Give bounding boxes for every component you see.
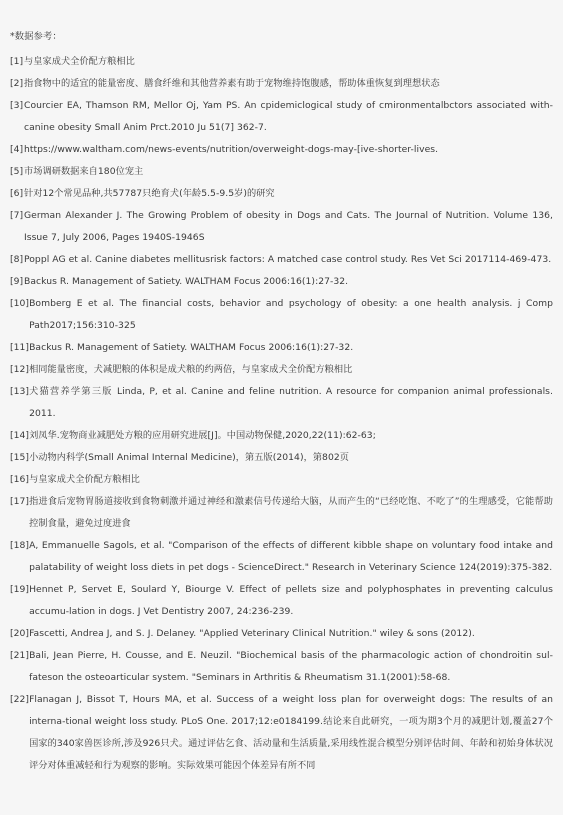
reference-item <box>10 161 553 183</box>
reference-number: [4] <box>10 144 24 155</box>
reference-number: [13] <box>10 386 30 397</box>
reference-text: Hennet P, Servet E, Soulard Y, Biourge V. Effect of pellets size and polyphosphates in preventing calculus accumu-lation in dogs. J Vet Dentistry 2007, 24:236-239. <box>29 584 553 617</box>
reference-item <box>10 51 553 73</box>
reference-text: 犬猫营养学第三版 Linda, P, et al. Canine and feline nutrition. A resource for companion animal professionals. 2011. <box>29 386 553 419</box>
reference-number: [18] <box>10 540 30 551</box>
reference-text: 相同能量密度，犬减肥粮的体积是成犬粮的约两倍，与皇家成犬全价配方粮相比 <box>29 364 353 375</box>
reference-number: [14] <box>10 430 30 441</box>
references-heading: *数据参考： <box>10 31 62 42</box>
reference-text: 与皇家成犬全价配方粮相比 <box>24 56 135 67</box>
reference-item <box>10 183 553 205</box>
reference-text: German Alexander J. The Growing Problem of obesity in Dogs and Cats. The Journal of Nutrition. Volume 136, Issue 7, July 2006, Pages 1940S-1946S <box>24 210 553 243</box>
reference-item <box>10 689 553 777</box>
reference-item <box>10 73 553 95</box>
reference-text: Backus R. Management of Satiety. WALTHAM Focus 2006:16(1):27-32. <box>29 342 354 353</box>
reference-number: [2] <box>10 78 24 89</box>
reference-number: [5] <box>10 166 24 177</box>
reference-item <box>10 381 553 425</box>
reference-text: Fascetti, Andrea J, and S. J. Delaney. "Applied Veterinary Clinical Nutrition." wiley & sons (2012). <box>29 628 475 639</box>
reference-item <box>10 337 553 359</box>
reference-item <box>10 271 553 293</box>
reference-number: [21] <box>10 650 30 661</box>
reference-number: [15] <box>10 452 30 463</box>
reference-link[interactable]: https://www.waltham.com/news-events/nutrition/overweight-dogs-may-[ive-shorter-lives. <box>24 144 439 155</box>
reference-item <box>10 491 553 535</box>
reference-text: 与皇家成犬全价配方粮相比 <box>29 474 140 485</box>
reference-item <box>10 95 553 139</box>
reference-number: [7] <box>10 210 24 221</box>
reference-text: A, Emmanuelle Sagols, et al. "Comparison of the effects of different kibble shape on voluntary food intake and palatability of weight loss diets in pet dogs - ScienceDirect." Research in Veterinary Science 124(2019):375-382. <box>29 540 553 573</box>
reference-number: [9] <box>10 276 24 287</box>
reference-number: [6] <box>10 188 24 199</box>
reference-item <box>10 249 553 271</box>
reference-text: Poppl AG et al. Canine diabetes mellitusrisk factors: A matched case control study. Res Vet Sci 2017114-469-473. <box>24 254 552 265</box>
reference-text: 小动物内科学(Small Animal Internal Medicine)，第五版(2014)，第802页 <box>29 452 349 463</box>
reference-text: Flanagan J, Bissot T, Hours MA, et al. Success of a weight loss plan for overweight dogs: The results of an interna-tional weight loss study. PLoS One. 2017;12:e0184199.结论来自此研究，一项为期3个月的减肥计划,覆盖27个国家的340家兽医诊所,涉及926只犬。通过评估乞食、活动量和生活质量,采用线性混合模型分别评估时间、年龄和初始身体状况评分对体重减轻和行为观察的影响。实际效果可能因个体差异有所不同 <box>29 694 553 771</box>
reference-item <box>10 139 553 161</box>
reference-item <box>10 447 553 469</box>
reference-item <box>10 469 553 491</box>
reference-text: 刘凤华.宠物商业减肥处方粮的应用研究进展[J]。中国动物保健,2020,22(11):62-63; <box>29 430 376 441</box>
reference-text: Courcier EA, Thamson RM, Mellor Oj, Yam PS. An cpidemiclogical study of cmironmentalbctors associated with-canine obesity Small Anim Prct.2010 Ju 51(7] 362-7. <box>24 100 553 133</box>
reference-item <box>10 645 553 689</box>
reference-number: [22] <box>10 694 30 705</box>
reference-item <box>10 623 553 645</box>
reference-text: 针对12个常见品种,共57787只绝育犬(年龄5.5-9.5岁)的研究 <box>24 188 275 199</box>
reference-item <box>10 293 553 337</box>
reference-number: [1] <box>10 56 24 67</box>
reference-text: 指食物中的适宜的能量密度、膳食纤维和其他营养素有助于宠物维持饱腹感，帮助体重恢复到理想状态 <box>24 78 440 89</box>
reference-number: [3] <box>10 100 24 111</box>
reference-text: Backus R. Management of Satiety. WALTHAM Focus 2006:16(1):27-32. <box>24 276 349 287</box>
reference-number: [17] <box>10 496 30 507</box>
reference-text: Bali, Jean Pierre, H. Cousse, and E. Neuzil. "Biochemical basis of the pharmacologic action of chondroitin sul-fateson the osteoarticular system. "Seminars in Arthritis & Rheumatism 31.1(2001):58-68. <box>29 650 553 683</box>
reference-item <box>10 579 553 623</box>
reference-item <box>10 359 553 381</box>
reference-number: [8] <box>10 254 24 265</box>
reference-number: [16] <box>10 474 30 485</box>
reference-item <box>10 205 553 249</box>
reference-number: [19] <box>10 584 30 595</box>
reference-list <box>10 51 553 777</box>
reference-item <box>10 425 553 447</box>
reference-item <box>10 535 553 579</box>
reference-number: [10] <box>10 298 30 309</box>
reference-text: Bomberg E et al. The financial costs, behavior and psychology of obesity: a one health analysis. j Comp Path2017;156:310-325 <box>29 298 553 331</box>
reference-number: [12] <box>10 364 30 375</box>
reference-text: 市场调研数据来自180位宠主 <box>24 166 144 177</box>
reference-number: [20] <box>10 628 30 639</box>
reference-text: 指进食后宠物胃肠道接收到食物刺激并通过神经和激素信号传递给大脑，从而产生的“已经吃饱、不吃了”的生理感受，它能帮助控制食量，避免过度进食 <box>29 496 553 529</box>
reference-number: [11] <box>10 342 30 353</box>
